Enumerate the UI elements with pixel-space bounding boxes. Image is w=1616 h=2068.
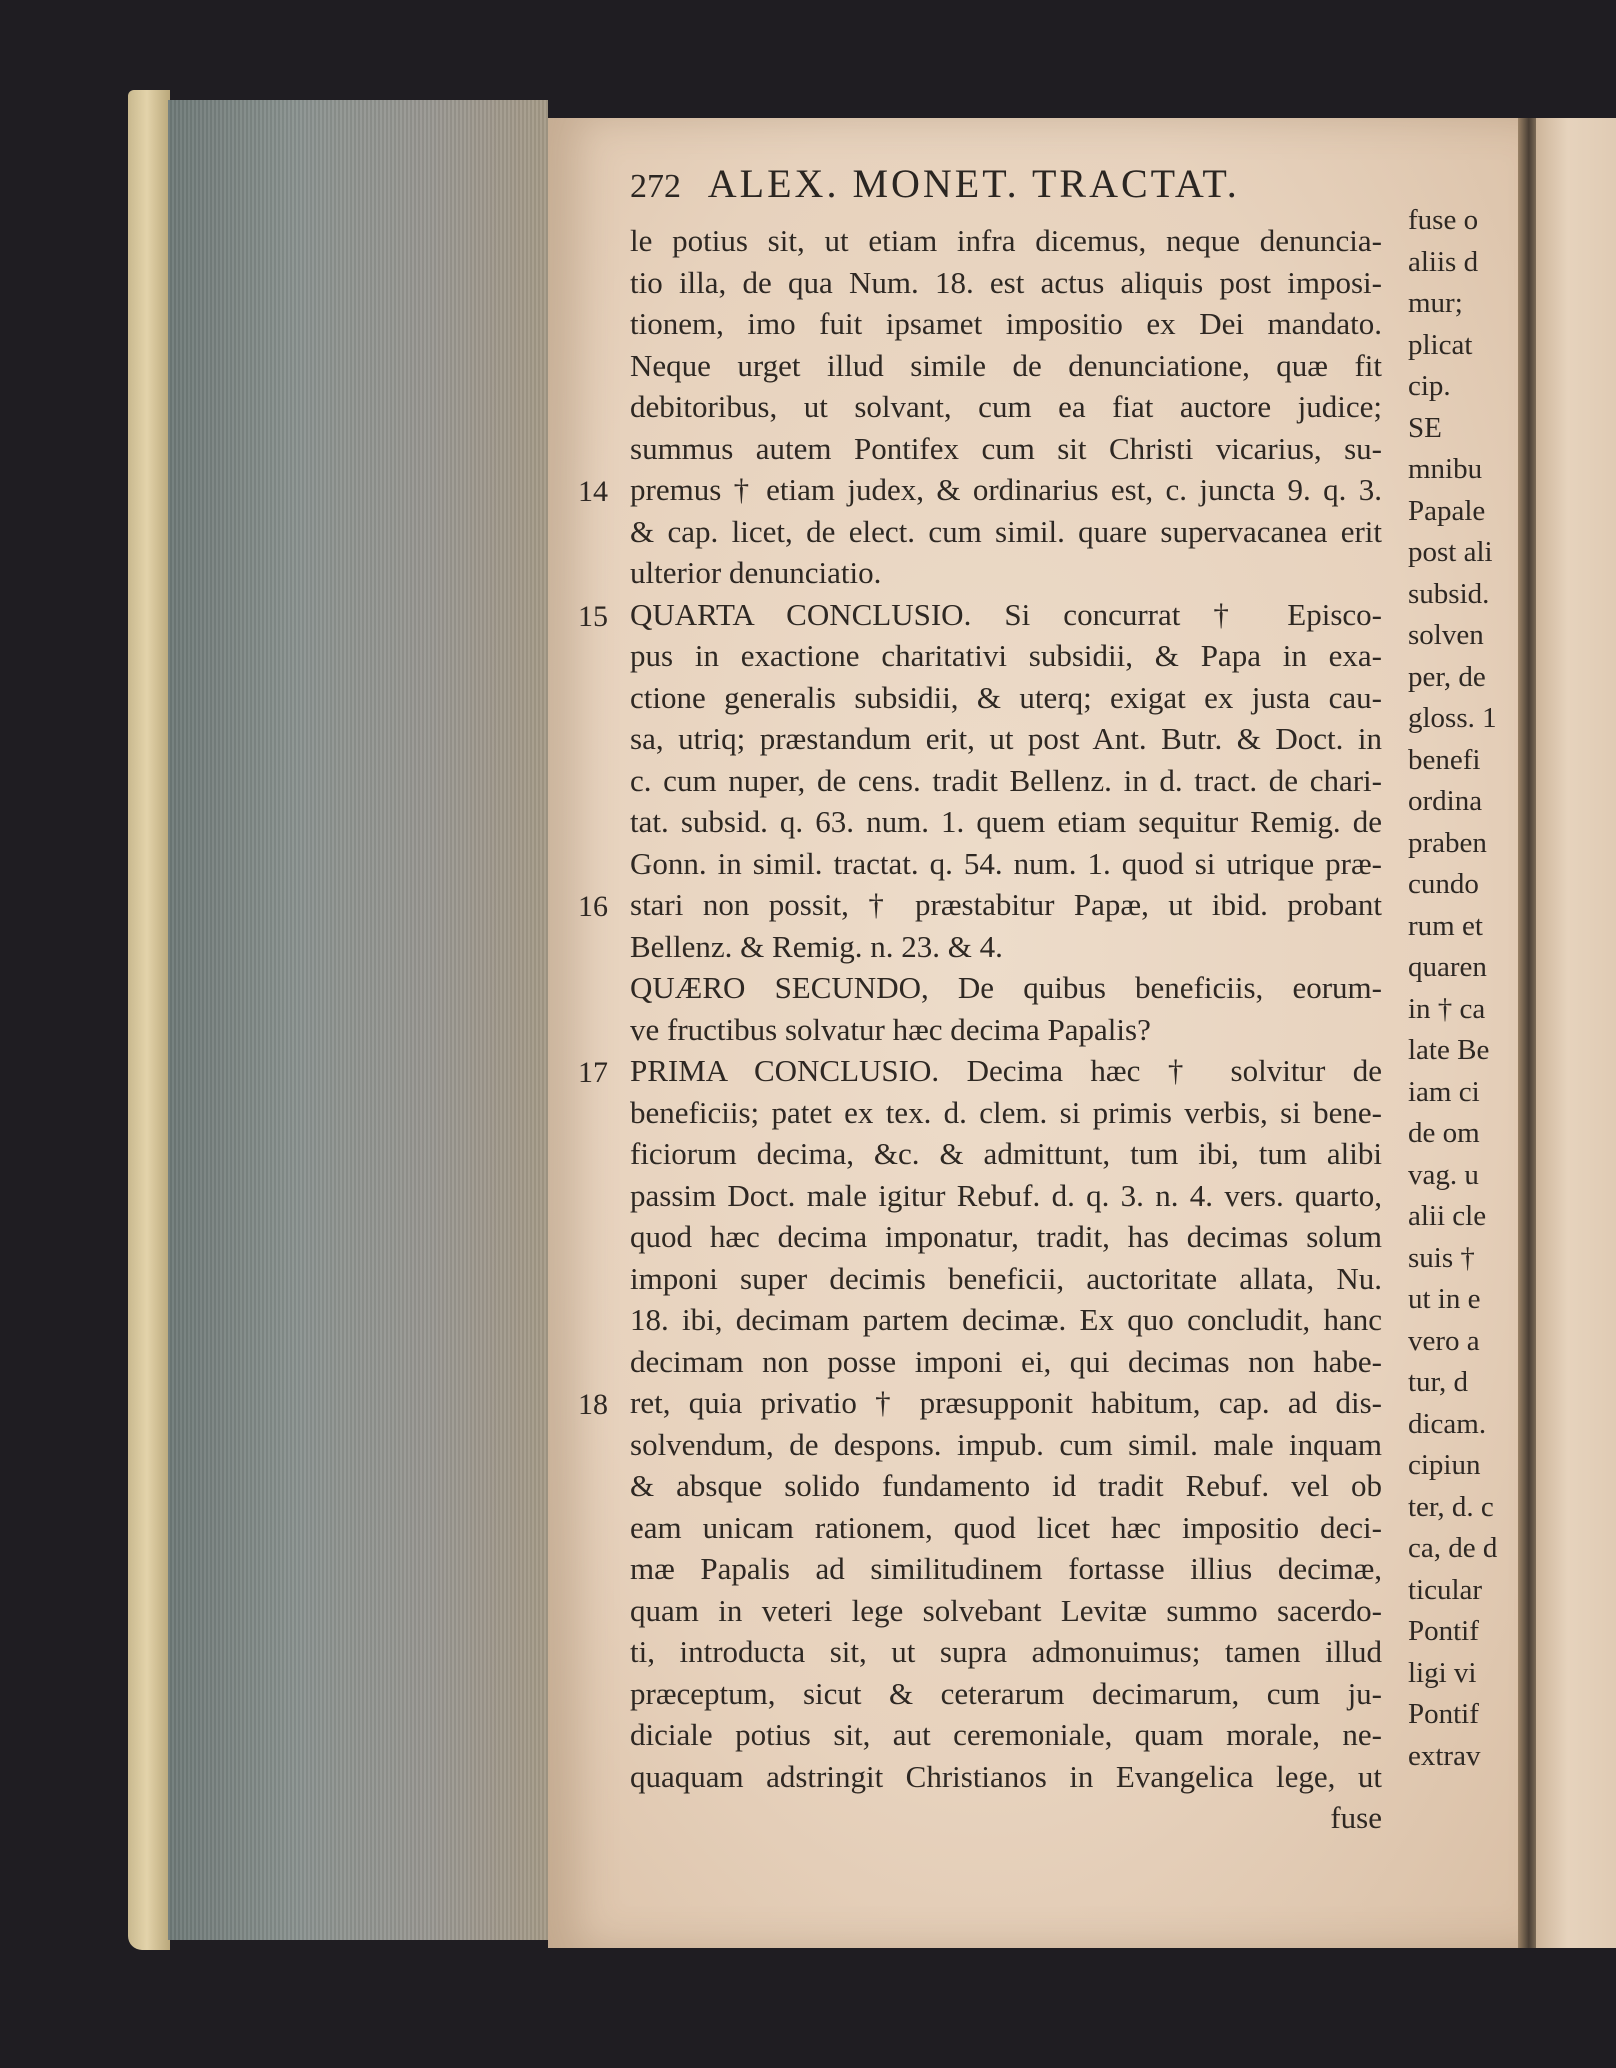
margin-number: 17	[578, 1056, 608, 1089]
text-line: ve fructibus solvatur hæc decima Papalis?	[630, 1011, 1151, 1047]
text-line: tat. subsid. q. 63. num. 1. quem etiam sequitur Remig. de	[630, 804, 1382, 839]
facing-page-text	[1408, 200, 1498, 1777]
facing-page-line: cip.	[1408, 370, 1451, 402]
page-header	[630, 160, 1370, 210]
text-line: quaquam adstringit Christianos in Evangelica lege, ut	[630, 1758, 1382, 1794]
text-line: PRIMA CONCLUSIO. Decima hæc † solvitur de	[630, 1053, 1382, 1088]
text-line: eam unicam rationem, quod licet hæc impositio deci-	[630, 1509, 1382, 1545]
text-line: ulterior denunciatio.	[630, 555, 882, 590]
text-line: & cap. licet, de elect. cum simil. quare supervacanea erit	[630, 513, 1382, 549]
text-line: decimam non posse imponi ei, qui decimas non habe-	[630, 1343, 1382, 1379]
facing-page-line: praben	[1408, 826, 1487, 859]
facing-page-line: ordina	[1408, 785, 1483, 817]
margin-number: 14	[578, 475, 608, 508]
facing-page-line: suis †	[1408, 1241, 1475, 1274]
facing-page-line: mur;	[1408, 287, 1463, 319]
running-title: ALEX. MONET. TRACTAT.	[707, 161, 1240, 206]
book-gutter	[1518, 118, 1536, 1948]
facing-page-line: gloss. 1	[1408, 702, 1497, 734]
facing-page-line: benefi	[1408, 743, 1481, 776]
text-line: diciale potius sit, aut ceremoniale, quam morale, ne-	[630, 1717, 1382, 1752]
facing-page-line: alii cle	[1408, 1200, 1487, 1232]
facing-page-line: plicat	[1408, 328, 1473, 361]
facing-page-line: SE	[1408, 411, 1442, 444]
facing-page-line: iam ci	[1408, 1075, 1480, 1108]
facing-page-line: quaren	[1408, 951, 1487, 983]
margin-number: 15	[578, 599, 608, 633]
facing-page-line: Papale	[1408, 494, 1486, 527]
text-line: QUARTA CONCLUSIO. Si concurrat † Episco-	[630, 596, 1382, 632]
facing-page-line: fuse o	[1408, 204, 1479, 236]
facing-page-line: late Be	[1408, 1034, 1490, 1066]
facing-page-line: ca, de d	[1408, 1532, 1498, 1564]
facing-page-line: post ali	[1408, 536, 1493, 568]
text-line: tionem, imo fuit ipsamet impositio ex Dei mandato.	[630, 306, 1382, 341]
page-edges	[168, 100, 548, 1940]
text-line: QUÆRO SECUNDO, De quibus beneficiis, eorum-	[630, 970, 1382, 1005]
facing-page-line: mnibu	[1408, 453, 1483, 485]
text-line: ret, quia privatio † præsupponit habitum, cap. ad dis-	[630, 1385, 1382, 1420]
text-line: ti, introducta sit, ut supra admonuimus; tamen illud	[630, 1634, 1382, 1669]
text-line: 18. ibi, decimam partem decimæ. Ex quo concludit, hanc	[630, 1302, 1382, 1337]
facing-page-line: rum et	[1408, 909, 1483, 942]
facing-page-line: vag. u	[1408, 1158, 1479, 1191]
facing-page-line: Pontif	[1408, 1615, 1479, 1647]
text-line: imponi super decimis beneficii, auctoritate allata, Nu.	[630, 1260, 1382, 1296]
facing-page-line: ter, d. c	[1408, 1490, 1494, 1523]
facing-page-line: dicam.	[1408, 1407, 1487, 1440]
text-line: premus † etiam judex, & ordinarius est, c. juncta 9. q. 3.	[630, 472, 1382, 507]
text-line: fuse	[1330, 1800, 1382, 1835]
text-line: quod hæc decima imponatur, tradit, has decimas solum	[630, 1219, 1382, 1254]
facing-page-line: cipiun	[1408, 1449, 1481, 1481]
facing-page-line: vero a	[1408, 1324, 1480, 1357]
facing-page-line: aliis d	[1408, 245, 1479, 278]
text-line: pus in exactione charitativi subsidii, & Papa in exa-	[630, 638, 1382, 673]
facing-page-line: solven	[1408, 619, 1484, 651]
facing-page-line: Pontif	[1408, 1698, 1479, 1730]
text-line: debitoribus, ut solvant, cum ea fiat auctore judice;	[630, 389, 1382, 424]
facing-page-line: cundo	[1408, 868, 1479, 900]
facing-page-line: ligi vi	[1408, 1656, 1477, 1689]
text-line: Bellenz. & Remig. n. 23. & 4.	[630, 928, 1003, 964]
text-line: & absque solido fundamento id tradit Rebuf. vel ob	[630, 1468, 1382, 1503]
text-line: solvendum, de despons. impub. cum simil. male inquam	[630, 1426, 1382, 1462]
text-line: ctione generalis subsidii, & uterq; exigat ex justa cau-	[630, 679, 1382, 715]
margin-number: 16	[578, 890, 608, 923]
text-line: ficiorum decima, &c. & admittunt, tum ibi, tum alibi	[630, 1136, 1382, 1171]
page-number: 272	[630, 168, 681, 205]
text-line: passim Doct. male igitur Rebuf. d. q. 3. n. 4. vers. quarto,	[630, 1177, 1382, 1213]
text-line: Gonn. in simil. tractat. q. 54. num. 1. quod si utrique præ-	[630, 845, 1382, 881]
text-line: le potius sit, ut etiam infra dicemus, neque denuncia-	[630, 223, 1382, 258]
text-line: tio illa, de qua Num. 18. est actus aliquis post imposi-	[630, 264, 1382, 300]
text-line: c. cum nuper, de cens. tradit Bellenz. in d. tract. de chari-	[630, 762, 1382, 798]
book-spine	[128, 90, 170, 1950]
text-line: Neque urget illud simile de denunciatione, quæ fit	[630, 347, 1382, 383]
text-line: præceptum, sicut & ceterarum decimarum, cum ju-	[630, 1675, 1382, 1711]
margin-number: 18	[578, 1388, 608, 1421]
facing-page-line: subsid.	[1408, 577, 1490, 610]
body-text	[630, 220, 1382, 1839]
facing-page-line: de om	[1408, 1117, 1480, 1149]
text-line: mæ Papalis ad similitudinem fortasse illius decimæ,	[630, 1551, 1382, 1586]
text-line: stari non possit, † præstabitur Papæ, ut ibid. probant	[630, 887, 1382, 922]
facing-page-line: ticular	[1408, 1573, 1483, 1606]
text-line: beneficiis; patet ex tex. d. clem. si primis verbis, si bene-	[630, 1094, 1382, 1130]
facing-page-line: extrav	[1408, 1739, 1481, 1772]
facing-page-line: per, de	[1408, 660, 1486, 693]
facing-page-line: ut in e	[1408, 1283, 1481, 1315]
right-page-sliver	[1536, 118, 1616, 1948]
text-line: summus autem Pontifex cum sit Christi vicarius, su-	[630, 430, 1382, 466]
facing-page-line: in † ca	[1408, 992, 1486, 1025]
text-line: sa, utriq; præstandum erit, ut post Ant. Butr. & Doct. in	[630, 721, 1382, 756]
facing-page-line: tur, d	[1408, 1366, 1469, 1398]
text-line: quam in veteri lege solvebant Levitæ summo sacerdo-	[630, 1592, 1382, 1628]
